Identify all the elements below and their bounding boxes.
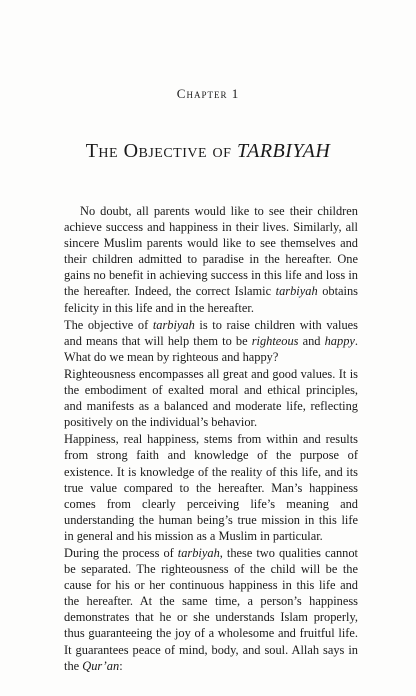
italic-term: tarbiyah	[177, 545, 220, 560]
italic-term: Qur’an	[82, 658, 120, 673]
italic-term: happy	[324, 333, 355, 348]
body-text	[64, 203, 358, 675]
chapter-title	[0, 140, 416, 163]
paragraph-2	[64, 317, 358, 365]
paragraph-1	[64, 203, 358, 316]
text-span: :	[119, 658, 123, 673]
chapter-label: Chapter 1	[176, 86, 240, 101]
text-span: The objective of	[64, 317, 153, 332]
text-span: No doubt, all parents would like to see their children achieve success and happiness in their lives. Similarly, all sincere Muslim parents would like to see themselves and their children admitted to paradise in the hereafter. One gains no benefit in achieving success in this life and loss in the hereafter. Indeed, the correct Islamic	[64, 204, 358, 299]
text-span: , these two qualities cannot be separated. The righteousness of the child will be the cause for his or her continuous happiness in this life and the hereafter. At the same time, a person’s happiness demonstrates that he or she understands Islam properly, thus guaranteeing the joy of a wholesome and fruitful life. It guarantees peace of mind, body, and soul. Allah says in the	[64, 545, 358, 673]
paragraph-4	[64, 431, 358, 544]
paragraph-5	[64, 545, 358, 674]
text-span: obtains felicity in this life and in the hereafter.	[64, 284, 358, 315]
italic-term: righteous	[251, 333, 299, 348]
italic-term: tarbiyah	[275, 284, 318, 299]
text-span: Happiness, real happiness, stems from within and results from strong faith and knowledge of the purpose of existence. It is knowledge of the reality of this life, and its true value compared to the hereafter. Man’s happiness comes from clearly perceiving life’s meaning and understanding the human being’s true mission in this life in general and his mission as a Muslim in particular.	[64, 432, 358, 543]
text-span: and	[298, 333, 325, 348]
paragraph-3	[64, 366, 358, 430]
chapter-title-prefix: The Objective of	[85, 140, 237, 162]
chapter-title-italic: TARBIYAH	[236, 140, 331, 162]
text-span: Righteousness encompasses all great and good values. It is the embodiment of exalted moral and ethical principles, and manifests as a balanced and moderate life, reflecting positively on the individual’s behavior.	[64, 366, 358, 430]
text-span: During the process of	[64, 545, 178, 560]
text-span: . What do we mean by righteous and happy?	[64, 333, 358, 364]
italic-term: tarbiyah	[152, 317, 195, 332]
text-span: is to raise children with values and means that will help them to be	[64, 317, 358, 348]
